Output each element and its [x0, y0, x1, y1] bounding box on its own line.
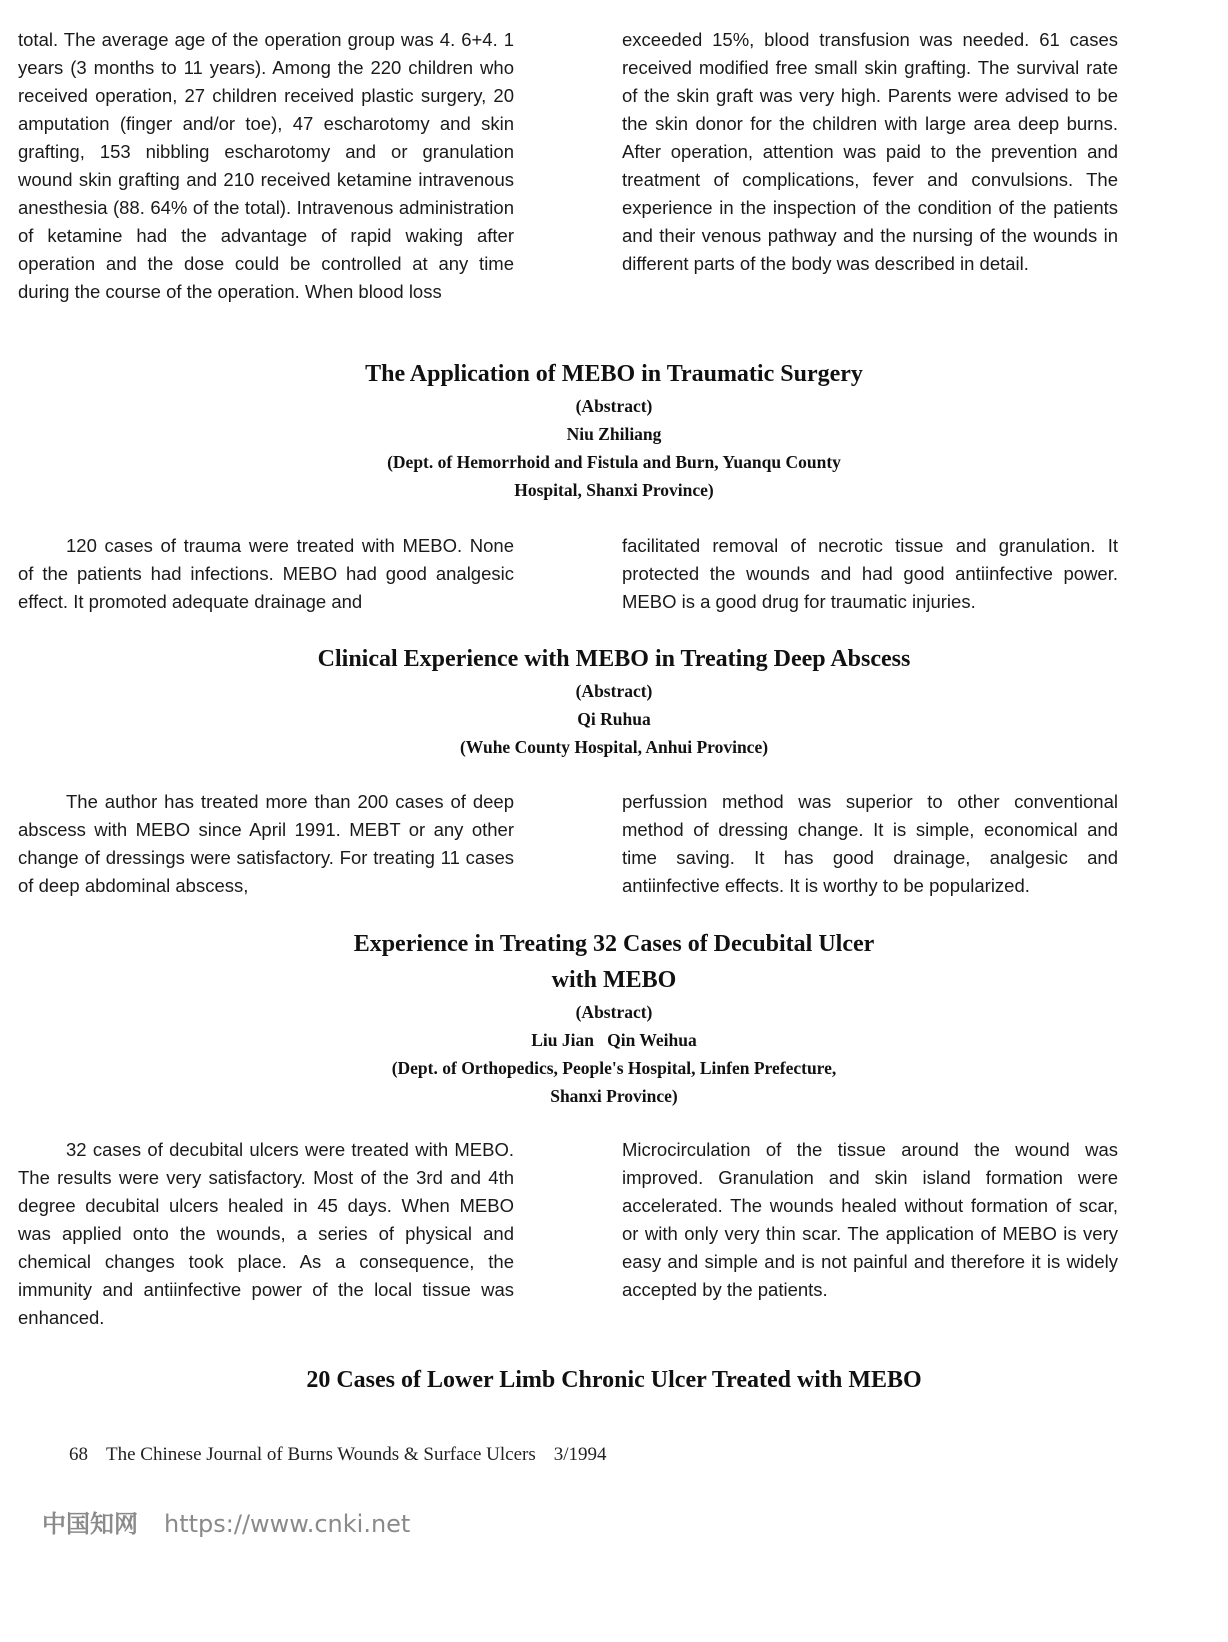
article-1-title: The Application of MEBO in Traumatic Surgery [365, 361, 863, 387]
article-2-affiliation-line-1: (Wuhe County Hospital, Anhui Province) [459, 737, 769, 757]
article-3-authors: Liu Jian Qin Weihua [531, 1030, 697, 1050]
article-2-right-column: perfussion method was superior to other conventional method of dressing change. It is simple, economical and time saving. It has good drainage, analgesic and antiinfective effects. It is worthy to be popularized. [622, 791, 1118, 896]
article-1-header [0, 356, 1228, 504]
continuation-left-column: total. The average age of the operation group was 4. 6+4. 1 years (3 months to 11 years). Among the 220 children who received operation, 27 children received plastic surgery, 20 amputation (finger and/or toe), 47 escharotomy and skin grafting, 153 nibbling escharotomy and or granulation wound skin grafting and 210 received ketamine intravenous anesthesia (88. 64% of the total). Intravenous administration of ketamine had the advantage of rapid waking after operation and the dose could be controlled at any time during the course of the operation. When blood loss [18, 29, 514, 302]
article-2-authors: Qi Ruhua [577, 709, 651, 729]
article-3-left-column: 32 cases of decubital ulcers were treated with MEBO. The results were very satisfactory. Most of the 3rd and 4th degree decubital ulcers healed in 45 days. When MEBO was applied onto the wounds, a series of physical and chemical changes took place. As a consequence, the immunity and antiinfective power of the local tissue was enhanced. [18, 1139, 514, 1328]
article-3-body [18, 1136, 1118, 1332]
page-number: 68 [69, 1444, 88, 1465]
journal-issue: 3/1994 [553, 1444, 607, 1465]
article-2-title: Clinical Experience with MEBO in Treating Deep Abscess [317, 646, 911, 672]
article-3-affiliation-line-1: (Dept. of Orthopedics, People's Hospital, Linfen Prefecture, [391, 1058, 837, 1078]
article-2-header [0, 641, 1228, 761]
article-1-authors: Niu Zhiliang [566, 424, 662, 444]
article-1-affiliation-line-1: (Dept. of Hemorrhoid and Fistula and Burn, Yuanqu County [387, 452, 841, 472]
continuation-text [18, 26, 1118, 306]
article-1-right-column: facilitated removal of necrotic tissue and granulation. It protected the wounds and had good antiinfective power. MEBO is a good drug for traumatic injuries. [622, 535, 1118, 612]
article-3-right-column: Microcirculation of the tissue around the wound was improved. Granulation and skin island formation were accelerated. The wounds healed without formation of scar, or with only very thin scar. The application of MEBO is very easy and simple and is not painful and therefore it is widely accepted by the patients. [622, 1139, 1118, 1300]
page-footer [50, 1422, 625, 1488]
article-3-affiliation-line-2: Shanxi Province) [550, 1086, 678, 1106]
article-4-title: 20 Cases of Lower Limb Chronic Ulcer Treated with MEBO [306, 1367, 922, 1393]
continuation-right-column: exceeded 15%, blood transfusion was needed. 61 cases received modified free small skin grafting. The survival rate of the skin graft was very high. Parents were advised to be the skin donor for the children with large area deep burns. After operation, attention was paid to the prevention and treatment of complications, fever and convulsions. The experience in the inspection of the condition of the patients and their venous pathway and the nursing of the wounds in different parts of the body was described in detail. [622, 29, 1118, 274]
journal-name: The Chinese Journal of Burns Wounds & Surface Ulcers [106, 1444, 536, 1465]
article-1-abstract-label: (Abstract) [575, 396, 653, 416]
cnki-url: https://www.cnki.net [164, 1510, 411, 1538]
cnki-watermark [42, 1504, 410, 1539]
article-4-header [0, 1362, 1228, 1398]
article-3-title-line-1: Experience in Treating 32 Cases of Decubital Ulcer [353, 931, 875, 957]
article-1-body [18, 532, 1118, 616]
article-3-abstract-label: (Abstract) [575, 1002, 653, 1022]
article-2-left-column: The author has treated more than 200 cases of deep abscess with MEBO since April 1991. MEBT or any other change of dressings were satisfactory. For treating 11 cases of deep abdominal abscess, [18, 791, 514, 896]
article-3-header [0, 926, 1228, 1110]
article-2-abstract-label: (Abstract) [575, 681, 653, 701]
article-1-left-column: 120 cases of trauma were treated with MEBO. None of the patients had infections. MEBO had good analgesic effect. It promoted adequate drainage and [18, 535, 514, 612]
article-2-body [18, 788, 1118, 900]
cnki-logo-text: 中国知网 [42, 1510, 138, 1538]
article-1-affiliation-line-2: Hospital, Shanxi Province) [514, 480, 714, 500]
article-3-title-line-2: with MEBO [551, 967, 677, 993]
